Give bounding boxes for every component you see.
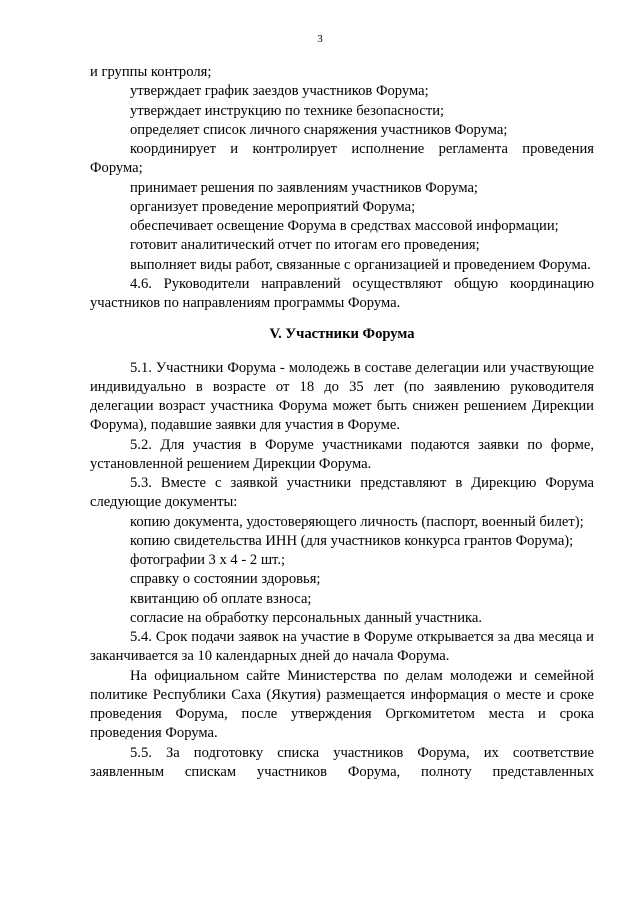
paragraph: утверждает инструкцию по технике безопасности; <box>130 102 445 119</box>
document-body <box>90 63 594 782</box>
paragraph: координирует и контролирует исполнение регламента проведения Форума; <box>90 141 594 177</box>
paragraph: На официальном сайте Министерства по делам молодежи и семейной политике Республики Саха (Якутия) размещается информация о месте и сроке проведения Форума, после утверждения Оргкомитетом места и срока проведения Форума. <box>90 667 594 742</box>
paragraph: утверждает график заездов участников Форума; <box>130 83 429 100</box>
paragraph: 5.3. Вместе с заявкой участники представляют в Дирекцию Форума следующие документы: <box>90 475 594 511</box>
section-iv-continuation <box>90 63 594 313</box>
paragraph: и группы контроля; <box>90 64 212 80</box>
paragraph: 4.6. Руководители направлений осуществляют общую координацию участников по направлениям программы Форума. <box>90 275 594 311</box>
section-heading: V. Участники Форума <box>269 326 415 343</box>
paragraph: фотографии 3 х 4 - 2 шт.; <box>130 552 286 568</box>
paragraph: принимает решения по заявлениям участников Форума; <box>130 179 478 196</box>
paragraph: справку о состоянии здоровья; <box>130 571 321 588</box>
paragraph: 5.4. Срок подачи заявок на участие в Форуме открывается за два месяца и заканчивается за 10 календарных дней до начала Форума. <box>90 629 594 665</box>
paragraph: организует проведение мероприятий Форума; <box>130 198 416 215</box>
page-number: 3 <box>317 33 323 45</box>
paragraph: копию документа, удостоверяющего личность (паспорт, военный билет); <box>130 513 584 530</box>
paragraph: копию свидетельства ИНН (для участников конкурса грантов Форума); <box>130 532 574 549</box>
section-v-body <box>90 359 594 783</box>
paragraph: обеспечивает освещение Форума в средствах массовой информации; <box>130 218 559 234</box>
paragraph: выполняет виды работ, связанные с организацией и проведением Форума. <box>130 256 591 273</box>
paragraph: 5.1. Участники Форума - молодежь в составе делегации или участвующие индивидуально в возрасте от 18 до 35 лет (по заявлению руководителя делегации возраст участника Форума может быть снижен решением Дирекции Форума), подавшие заявки для участия в Форуме. <box>90 359 594 434</box>
paragraph: 5.5. За подготовку списка участников Форума, их соответствие заявленным спискам участников Форума, полноту представленных <box>90 744 594 780</box>
paragraph: согласие на обработку персональных данный участника. <box>130 609 483 626</box>
paragraph: готовит аналитический отчет по итогам его проведения; <box>130 237 480 254</box>
paragraph: 5.2. Для участия в Форуме участниками подаются заявки по форме, установленной решением Дирекции Форума. <box>90 436 594 472</box>
paragraph: квитанцию об оплате взноса; <box>130 590 312 607</box>
paragraph: определяет список личного снаряжения участников Форума; <box>130 121 508 138</box>
